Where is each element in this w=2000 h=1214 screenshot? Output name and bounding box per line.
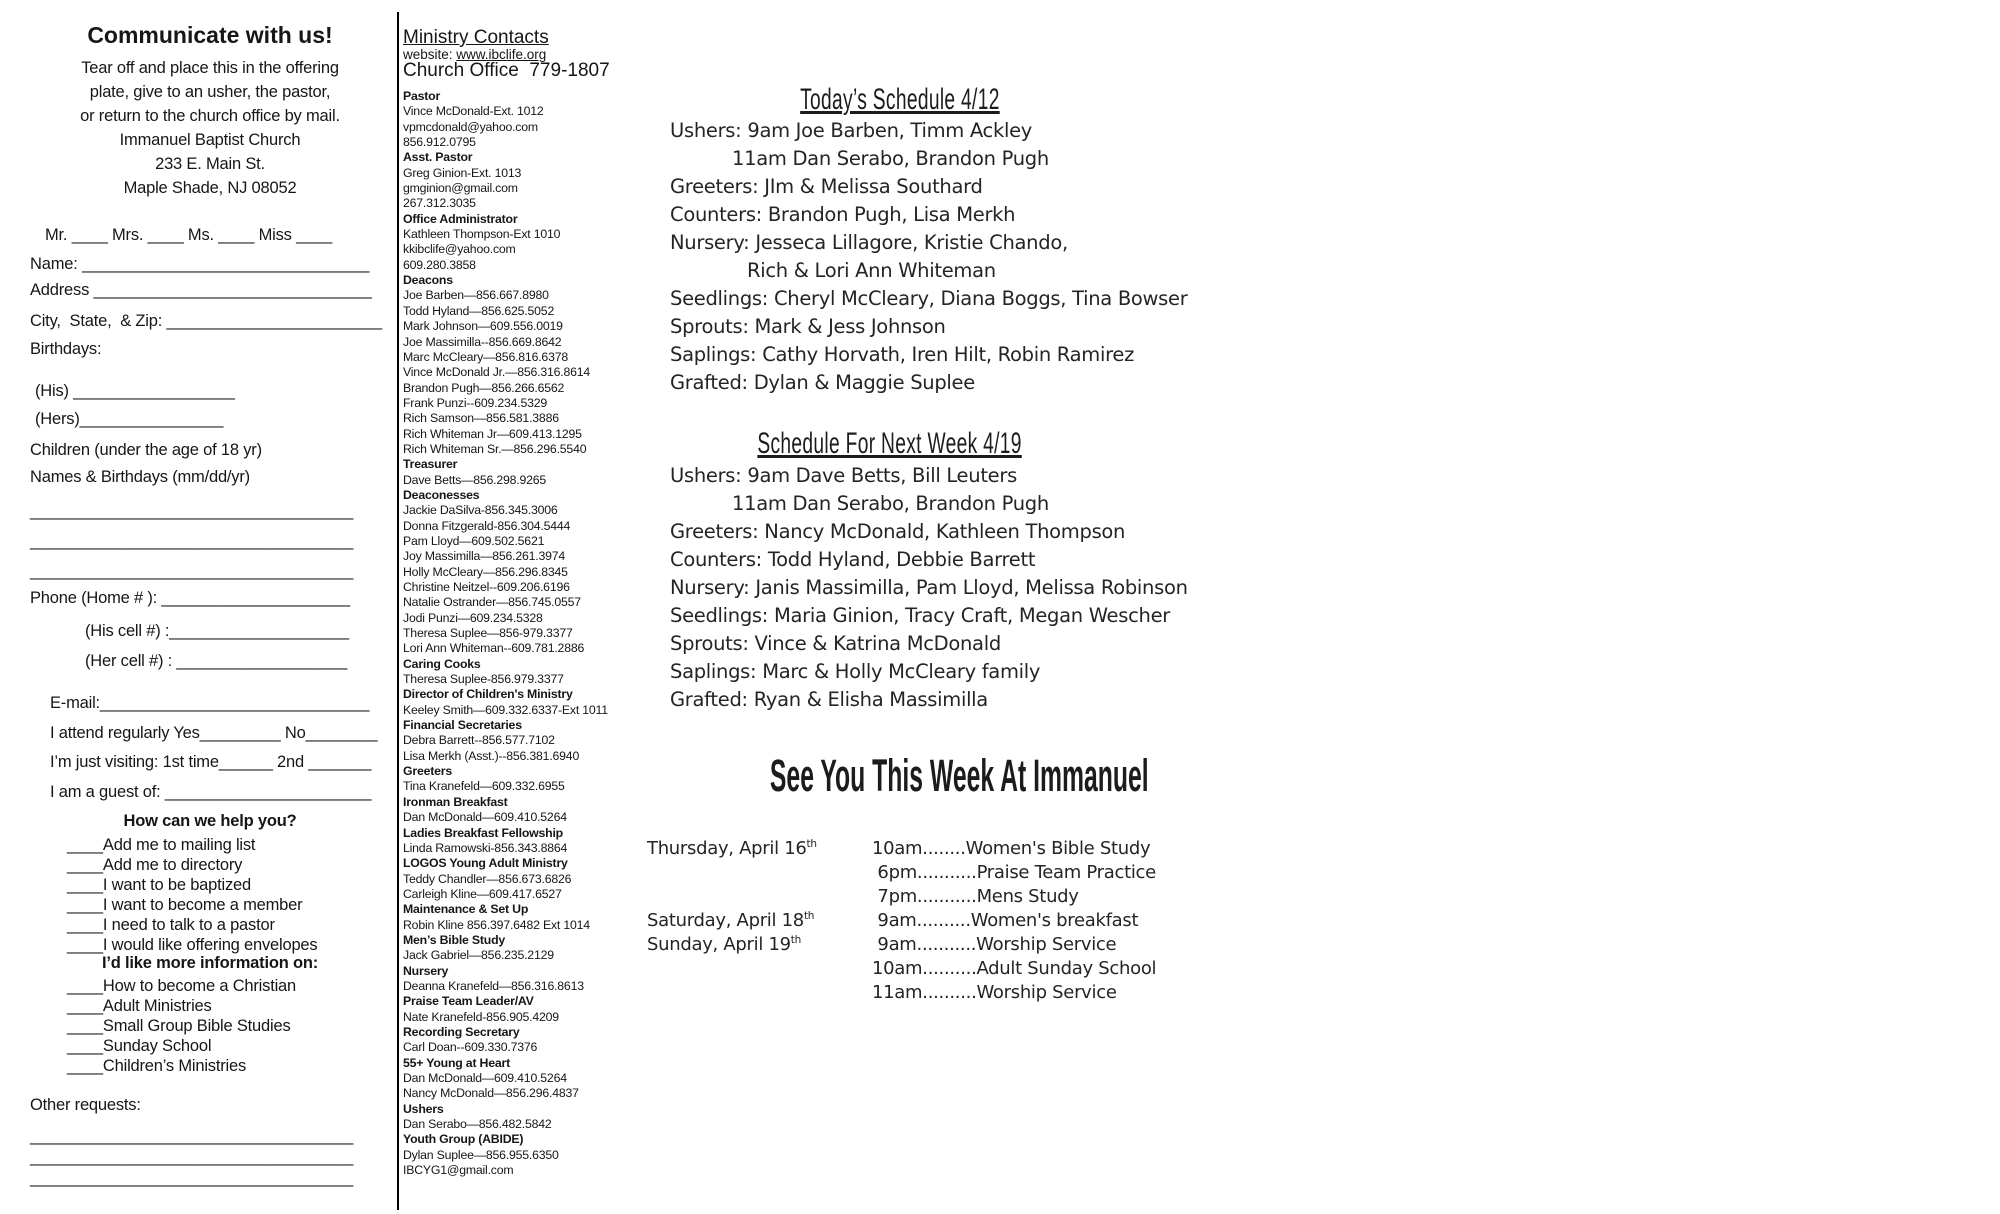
info-option: ____Small Group Bible Studies xyxy=(67,1017,291,1035)
birthdays-label: Birthdays: xyxy=(30,340,102,358)
contact-line: Jack Gabriel—856.235.2129 xyxy=(403,948,554,963)
contact-line: vpmcdonald@yahoo.com xyxy=(403,119,538,134)
week-event-row xyxy=(647,982,1156,1006)
contact-line: Carleigh Kline—609.417.6527 xyxy=(403,886,562,901)
contact-line: Jodi Punzi—609.234.5328 xyxy=(403,610,543,625)
contact-line: Rich Whiteman Jr—609.413.1295 xyxy=(403,426,582,441)
contact-line: Pastor xyxy=(403,89,441,103)
help-option: ____I want to become a member xyxy=(67,896,303,914)
see-you-title: See You This Week At Immanuel xyxy=(769,750,1149,801)
next-week-heading xyxy=(630,428,1150,460)
contact-line: gmginion@gmail.com xyxy=(403,181,518,196)
schedule-line: Greeters: Nancy McDonald, Kathleen Thompson xyxy=(670,520,1126,543)
children-blank-lines xyxy=(30,496,353,586)
week-event-day xyxy=(647,982,872,1006)
contact-line: Dave Betts—856.298.9265 xyxy=(403,472,547,487)
children-label: Children (under the age of 18 yr) xyxy=(30,441,262,459)
schedule-line: Ushers: 9am Joe Barben, Timm Ackley xyxy=(670,119,1033,142)
week-event-time: 9am..........Women's breakfast xyxy=(872,910,1139,931)
contact-line: kkibclife@yahoo.com xyxy=(403,242,516,257)
contact-line: Frank Punzi--609.234.5329 xyxy=(403,395,548,410)
form-intro-line: plate, give to an usher, the pastor, xyxy=(89,83,331,101)
next-week-list xyxy=(670,462,1188,714)
week-event-time: 11am..........Worship Service xyxy=(872,982,1117,1003)
form-title: Communicate with us! xyxy=(87,22,333,48)
day-ordinal: th xyxy=(806,838,817,850)
contact-line: IBCYG1@gmail.com xyxy=(403,1163,514,1178)
week-event-row xyxy=(647,886,1156,910)
column-divider xyxy=(397,12,399,1210)
contact-line: Joy Massimilla—856.261.3974 xyxy=(403,549,566,564)
week-event-row xyxy=(647,958,1156,982)
help-option: ____I want to be baptized xyxy=(67,876,251,894)
contacts-title: Ministry Contacts xyxy=(403,27,549,48)
contact-line: Ushers xyxy=(403,1101,444,1116)
contact-line: 856.912.0795 xyxy=(403,135,476,150)
week-event-day xyxy=(647,838,872,862)
week-event-time: 7pm...........Mens Study xyxy=(872,886,1079,907)
form-intro-line: Immanuel Baptist Church xyxy=(119,131,301,149)
contact-line: Debra Barrett--856.577.7102 xyxy=(403,733,555,748)
form-intro xyxy=(30,56,390,200)
contact-line: Praise Team Leader/AV xyxy=(403,994,534,1009)
contact-line: 267.312.3035 xyxy=(403,196,476,211)
contact-line: Deaconesses xyxy=(403,487,480,502)
schedule-line: 11am Dan Serabo, Brandon Pugh xyxy=(732,492,1049,515)
see-you-heading xyxy=(615,750,1149,801)
name-field: Name: ________________________________ xyxy=(30,255,370,273)
week-event-day xyxy=(647,886,872,910)
contact-line: Financial Secretaries xyxy=(403,718,522,733)
contact-line: Natalie Ostrander—856.745.0557 xyxy=(403,595,581,610)
form-intro-line: Tear off and place this in the offering xyxy=(81,59,339,77)
just-visiting-line: I’m just visiting: 1st time______ 2nd _______ xyxy=(50,753,372,771)
next-week-title: Schedule For Next Week 4/19 xyxy=(757,427,1023,460)
contact-line: LOGOS Young Adult Ministry xyxy=(403,856,568,871)
contact-line: Joe Massimilla--856.669.8642 xyxy=(403,334,562,349)
week-event-row xyxy=(647,910,1156,934)
contact-line: Todd Hyland—856.625.5052 xyxy=(403,303,555,318)
contact-line: 55+ Young at Heart xyxy=(403,1055,510,1070)
contact-line: Deacons xyxy=(403,273,453,288)
contact-line: Maintenance & Set Up xyxy=(403,902,529,917)
contact-line: Asst. Pastor xyxy=(403,150,473,165)
contact-line: Jackie DaSilva-856.345.3006 xyxy=(403,503,558,518)
today-schedule-heading xyxy=(640,84,1160,116)
contact-line: Rich Whiteman Sr.—856.296.5540 xyxy=(403,441,587,456)
day-ordinal: th xyxy=(803,910,815,922)
contact-line: Marc McCleary—856.816.6378 xyxy=(403,349,568,364)
blank-line: ____________________________________ xyxy=(30,1148,354,1166)
contact-line: Tina Kranefeld—609.332.6955 xyxy=(403,779,565,794)
address-field: Address _______________________________ xyxy=(30,281,372,299)
week-event-day xyxy=(647,958,872,982)
contact-line: Donna Fitzgerald-856.304.5444 xyxy=(403,518,571,533)
contact-line: Vince McDonald-Ext. 1012 xyxy=(403,104,544,119)
schedule-line: Saplings: Cathy Horvath, Iren Hilt, Robin Ramirez xyxy=(670,343,1135,366)
help-title: How can we help you? xyxy=(123,812,297,830)
week-event-row xyxy=(647,862,1156,886)
salutation-line: Mr. ____ Mrs. ____ Ms. ____ Miss ____ xyxy=(45,226,332,244)
schedule-line: Sprouts: Vince & Katrina McDonald xyxy=(670,632,1001,655)
website-url: www.ibclife.org xyxy=(456,47,547,62)
contact-line: Greg Ginion-Ext. 1013 xyxy=(403,165,522,180)
contact-line: Theresa Suplee—856-979.3377 xyxy=(403,626,573,641)
schedule-line: Saplings: Marc & Holly McCleary family xyxy=(670,660,1041,683)
city-state-zip-field: City, State, & Zip: ________________________ xyxy=(30,312,382,330)
contact-line: Teddy Chandler—856.673.6826 xyxy=(403,871,572,886)
day-text: Sunday, April 19 xyxy=(647,934,791,955)
info-option: ____Sunday School xyxy=(67,1037,212,1055)
contact-line: Greeters xyxy=(403,764,452,779)
contact-line: Keeley Smith—609.332.6337-Ext 1011 xyxy=(403,702,608,717)
other-requests-label: Other requests: xyxy=(30,1096,141,1114)
contact-line: Nate Kranefeld-856.905.4209 xyxy=(403,1009,559,1024)
day-ordinal: th xyxy=(790,934,801,946)
his-cell-field: (His cell #) :____________________ xyxy=(85,622,349,640)
contact-line: Kathleen Thompson-Ext 1010 xyxy=(403,227,561,242)
info-options xyxy=(67,976,296,1076)
contact-line: Nursery xyxy=(403,963,449,978)
schedule-line: Nursery: Janis Massimilla, Pam Lloyd, Melissa Robinson xyxy=(670,576,1188,599)
contact-line: Holly McCleary—856.296.8345 xyxy=(403,564,568,579)
help-options xyxy=(67,835,317,955)
blank-line: ____________________________________ xyxy=(30,502,354,520)
day-text: Saturday, April 18 xyxy=(647,910,804,931)
schedule-line: Grafted: Ryan & Elisha Massimilla xyxy=(670,688,988,711)
contact-line: Carl Doan--609.330.7376 xyxy=(403,1040,538,1055)
help-option: ____I need to talk to a pastor xyxy=(67,916,275,934)
contact-line: Theresa Suplee-856.979.3377 xyxy=(403,672,564,687)
contact-line: Joe Barben—856.667.8980 xyxy=(403,288,549,303)
contact-line: Rich Samson—856.581.3886 xyxy=(403,411,559,426)
contacts-list xyxy=(403,89,608,1178)
contact-line: Linda Ramowski-856.343.8864 xyxy=(403,840,568,855)
week-event-row xyxy=(647,934,1156,958)
other-requests-lines xyxy=(30,1126,353,1189)
contact-line: Dan McDonald—609.410.5264 xyxy=(403,1071,567,1085)
week-event-day xyxy=(647,910,872,934)
contact-line: Deanna Kranefeld—856.316.8613 xyxy=(403,978,584,993)
schedule-line: Seedlings: Cheryl McCleary, Diana Boggs, Tina Bowser xyxy=(670,287,1188,310)
today-schedule-list xyxy=(670,117,1187,397)
contact-line: 609.280.3858 xyxy=(403,257,476,272)
week-event-time: 10am........Women's Bible Study xyxy=(872,838,1151,859)
contact-line: Director of Children's Ministry xyxy=(403,687,573,702)
schedule-line: Nursery: Jesseca Lillagore, Kristie Chando, xyxy=(670,231,1068,254)
contact-line: Office Administrator xyxy=(403,211,518,226)
contact-line: Lisa Merkh (Asst.)--856.381.6940 xyxy=(403,748,580,763)
contact-line: Dylan Suplee—856.955.6350 xyxy=(403,1147,559,1162)
names-birthdays-label: Names & Birthdays (mm/dd/yr) xyxy=(30,468,250,486)
contact-line: Ladies Breakfast Fellowship xyxy=(403,825,563,840)
contact-line: Youth Group (ABIDE) xyxy=(403,1132,524,1147)
schedule-line: Rich & Lori Ann Whiteman xyxy=(747,259,996,282)
help-option: ____I would like offering envelopes xyxy=(67,936,318,954)
week-event-time: 6pm...........Praise Team Practice xyxy=(872,862,1156,883)
week-event-time: 9am...........Worship Service xyxy=(872,934,1117,955)
week-event-day xyxy=(647,934,872,958)
contact-line: Men’s Bible Study xyxy=(403,932,506,947)
blank-line: ____________________________________ xyxy=(30,532,354,550)
info-option: ____How to become a Christian xyxy=(67,977,296,995)
info-title: I’d like more information on: xyxy=(101,954,319,972)
contact-line: Mark Johnson—609.556.0019 xyxy=(403,319,563,334)
contact-line: Robin Kline 856.397.6482 Ext 1014 xyxy=(403,917,590,932)
week-event-day xyxy=(647,862,872,886)
his-birthday-field: (His) __________________ xyxy=(35,382,235,400)
contact-line: Dan McDonald—609.410.5264 xyxy=(403,810,567,825)
contact-line: Lori Ann Whiteman--609.781.2886 xyxy=(403,641,585,656)
contact-line: Christine Neitzel--609.206.6196 xyxy=(403,580,570,594)
help-option: ____Add me to mailing list xyxy=(67,836,256,854)
schedule-line: Seedlings: Maria Ginion, Tracy Craft, Megan Wescher xyxy=(670,604,1171,627)
info-option: ____Children’s Ministries xyxy=(67,1057,247,1075)
contact-line: Nancy McDonald—856.296.4837 xyxy=(403,1086,579,1101)
schedule-line: Ushers: 9am Dave Betts, Bill Leuters xyxy=(670,464,1017,487)
contact-line: Treasurer xyxy=(403,457,458,472)
schedule-line: Counters: Todd Hyland, Debbie Barrett xyxy=(670,548,1036,571)
blank-line: ____________________________________ xyxy=(30,1169,354,1187)
form-intro-line: Maple Shade, NJ 08052 xyxy=(123,179,297,197)
contact-line: Recording Secretary xyxy=(403,1024,520,1039)
church-office-line: Church Office 779-1807 xyxy=(403,60,610,81)
help-option: ____Add me to directory xyxy=(67,856,243,874)
day-text: Thursday, April 16 xyxy=(647,838,807,859)
her-cell-field: (Her cell #) : ___________________ xyxy=(85,652,347,670)
schedule-line: 11am Dan Serabo, Brandon Pugh xyxy=(732,147,1049,170)
home-phone-field: Phone (Home # ): _____________________ xyxy=(30,589,350,607)
schedule-line: Counters: Brandon Pugh, Lisa Merkh xyxy=(670,203,1016,226)
website-label: website: xyxy=(403,47,457,62)
week-event-time: 10am..........Adult Sunday School xyxy=(872,958,1157,979)
form-intro-line: 233 E. Main St. xyxy=(155,155,265,173)
info-option: ____Adult Ministries xyxy=(67,997,212,1015)
blank-line: ____________________________________ xyxy=(30,1127,354,1145)
contact-line: Ironman Breakfast xyxy=(403,794,508,809)
blank-line: ____________________________________ xyxy=(30,562,354,580)
schedule-line: Sprouts: Mark & Jess Johnson xyxy=(670,315,946,338)
schedule-line: Greeters: JIm & Melissa Southard xyxy=(670,175,983,198)
guest-of-line: I am a guest of: _______________________ xyxy=(50,783,372,801)
week-event-row xyxy=(647,838,1156,862)
form-intro-line: or return to the church office by mail. xyxy=(80,107,340,125)
contact-line: Vince McDonald Jr.—856.316.8614 xyxy=(403,365,591,380)
schedule-line: Grafted: Dylan & Maggie Suplee xyxy=(670,371,975,394)
contact-line: Caring Cooks xyxy=(403,656,481,671)
contact-line: Pam Lloyd—609.502.5621 xyxy=(403,533,545,548)
today-schedule-title: Today’s Schedule 4/12 xyxy=(800,83,1000,116)
week-events-table xyxy=(647,838,1156,1006)
email-field: E-mail:______________________________ xyxy=(50,694,370,712)
contact-line: Dan Serabo—856.482.5842 xyxy=(403,1117,552,1132)
hers-birthday-field: (Hers)________________ xyxy=(35,410,224,428)
contact-line: Brandon Pugh—856.266.6562 xyxy=(403,380,565,395)
attend-regularly-line: I attend regularly Yes_________ No________ xyxy=(50,724,378,742)
